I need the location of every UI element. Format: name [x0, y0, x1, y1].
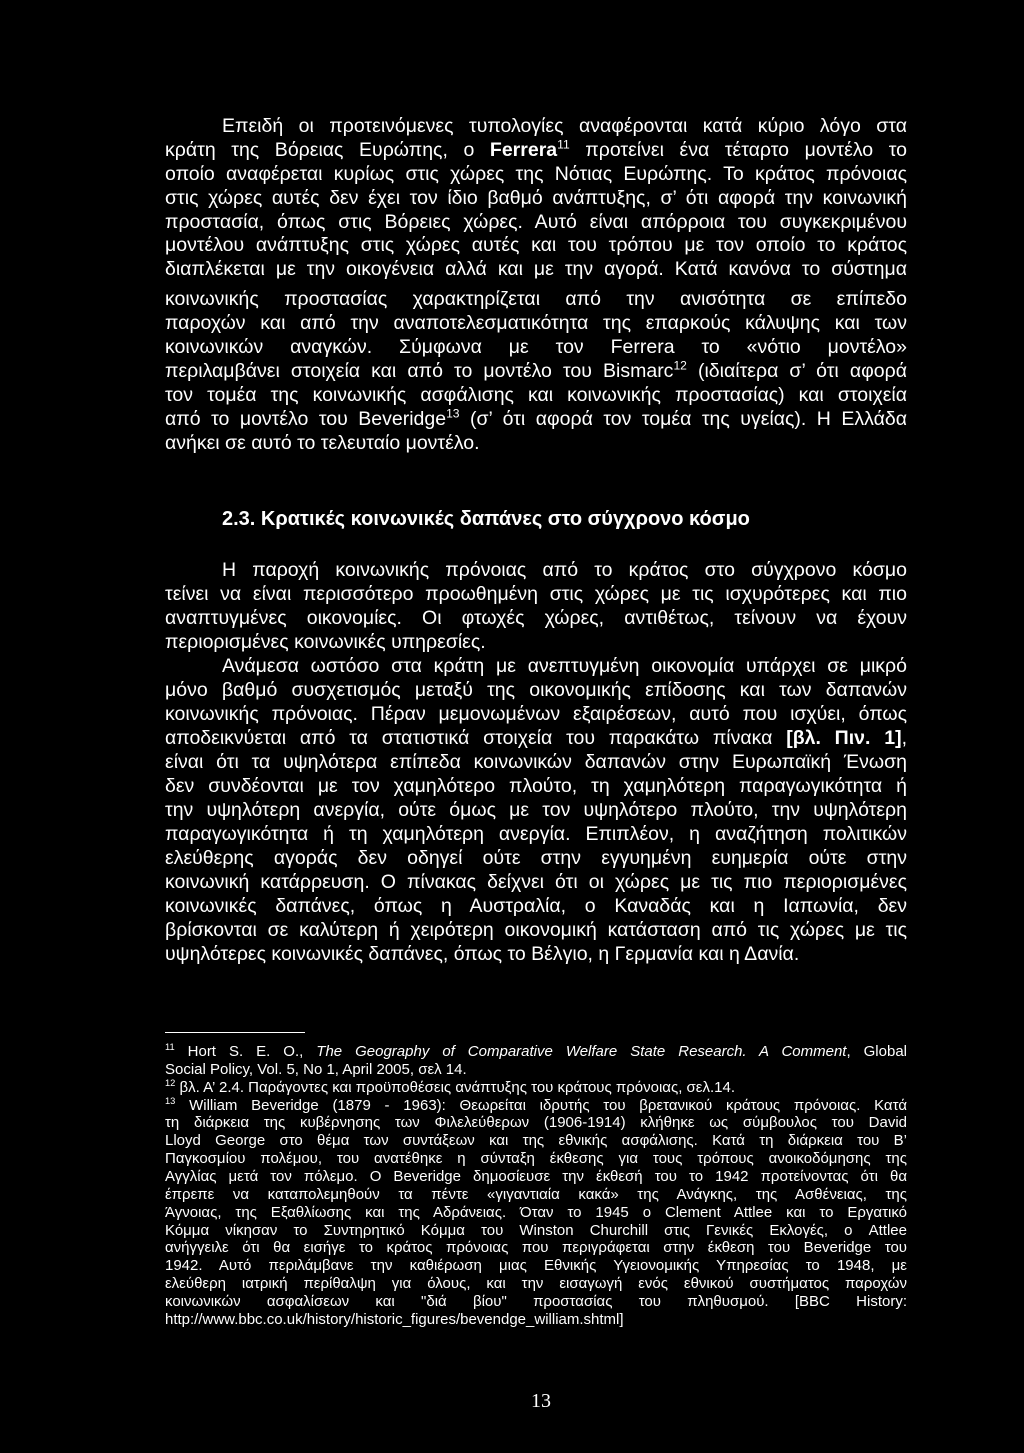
text-line — [165, 1097, 907, 1115]
text-line — [165, 187, 907, 211]
text-line — [165, 258, 907, 282]
text-span: προτείνει ένα τέταρτο μοντέλο το — [569, 138, 908, 161]
text-line — [165, 798, 907, 822]
text-line — [165, 654, 907, 678]
text-span: Αγγλίας μετά τον πόλεμο. Ο Beveridge δημοσίευσε την έκθεσή του το 1942 προτείνοντας ότι θα — [165, 1168, 907, 1186]
footnote-separator — [165, 1032, 305, 1033]
text-line — [165, 288, 907, 312]
text-line — [165, 1275, 907, 1293]
text-line — [165, 822, 907, 846]
text-line — [165, 558, 907, 582]
paragraph-2 — [165, 558, 907, 654]
footnotes — [165, 1043, 907, 1329]
text-span: αναπτυγμένες οικονομίες. Οι φτωχές χώρες, αντιθέτως, τείνουν να έχουν — [165, 607, 907, 629]
footnote-marker: 12 — [165, 1077, 176, 1088]
text-span: κοινωνική κατάρρευση. Ο πίνακας δείχνει ότι οι χώρες με τις πιο περιορισμένες — [165, 871, 907, 893]
text-line — [165, 432, 907, 456]
text-span: ελεύθερη ιατρική περίθαλψη για όλους, και την εισαγωγή ενός εθνικού συστήματος παροχών — [165, 1275, 907, 1293]
text-line — [165, 1132, 907, 1150]
footnote-marker: 13 — [165, 1095, 176, 1106]
text-line — [165, 312, 907, 336]
text-line — [165, 678, 907, 702]
text-span: Επειδή οι προτεινόμενες τυπολογίες αναφέρονται κατά κύριο λόγο στα — [222, 115, 907, 137]
paragraph-1 — [165, 115, 907, 455]
text-span: προστασία, όπως στις Βόρειες χώρες. Αυτό είναι απόρροια του συγκεκριμένου — [165, 210, 907, 233]
text-span: δεν συνδέονται με τον χαμηλότερο πλούτο, τη χαμηλότερη παραγωγικότητα ή — [165, 775, 907, 797]
text-span: Social Policy, Vol. 5, No 1, April 2005, σελ 14. — [165, 1060, 467, 1078]
text-span: βρίσκονται σε καλύτερη ή χειρότερη οικονομική κατάσταση από τις χώρες με τις — [165, 919, 907, 941]
text-span: (ιδιαίτερα σ’ ότι αφορά — [686, 359, 907, 382]
text-span: William Beveridge (1879 - 1963): Θεωρείται ιδρυτής του βρετανικού κράτους πρόνοιας. Κατά — [175, 1096, 907, 1114]
text-line — [165, 726, 907, 750]
text-span: την υψηλότερη ανεργία, ούτε όμως με τον υψηλότερο πλούτο, την υψηλότερη — [165, 799, 907, 821]
text-span: Παγκοσμίου πολέμου, του ανατέθηκε η σύνταξη έκθεσης για τους τρόπους ανοικοδόμησης της — [165, 1150, 907, 1168]
text-line — [165, 1293, 907, 1311]
text-line — [165, 1222, 907, 1240]
text-span: κοινωνικές δαπάνες, όπως η Αυστραλία, ο Καναδάς και η Ιαπωνία, δεν — [165, 895, 907, 917]
text-span: Ανάμεσα ωστόσο στα κράτη με ανεπτυγμένη οικονομία υπάρχει σε μικρό — [222, 655, 907, 677]
text-span: βλ. Α’ 2.4. Παράγοντες και προϋποθέσεις ανάπτυξης του κράτους πρόνοιας, σελ.14. — [175, 1078, 735, 1096]
text-line — [165, 1043, 907, 1061]
text-span: κράτη της Βόρειας Ευρώπης, ο — [165, 138, 490, 161]
text-line — [165, 1061, 907, 1079]
text-span: Lloyd George στο θέμα των συντάξεων και της εθνικής ασφάλισης. Κατά τη διάρκεια του Β’ — [165, 1132, 907, 1150]
text-line — [165, 606, 907, 630]
text-line — [165, 774, 907, 798]
text-line — [165, 163, 907, 187]
text-span: είναι ότι τα υψηλότερα επίπεδα κοινωνικών δαπανών στην Ευρωπαϊκή Ένωση — [165, 751, 907, 773]
bold-text: [βλ. Πιν. 1] — [786, 727, 902, 749]
section-heading: 2.3. Κρατικές κοινωνικές δαπάνες στο σύγχρονο κόσμο — [222, 508, 750, 530]
text-line — [165, 1239, 907, 1257]
footnote-13 — [165, 1097, 907, 1329]
text-line — [165, 1168, 907, 1186]
text-span: τείνει να είναι περισσότερο προωθημένη στις χώρες με τις ισχυρότερες και πιο — [165, 583, 907, 605]
footnote-marker: 12 — [673, 358, 687, 373]
text-span: http://www.bbc.co.uk/history/historic_figures/bevendge_william.shtml] — [165, 1310, 624, 1328]
text-line — [165, 384, 907, 408]
page-number: 13 — [531, 1390, 551, 1412]
text-line — [165, 894, 907, 918]
text-span: 1942. Αυτό περιλάμβανε την καθιέρωση μιας Εθνικής Υγειονομικής Υπηρεσίας το 1948, με — [165, 1257, 907, 1275]
text-span: οποίο αναφέρεται κυρίως στις χώρες της Νότιας Ευρώπης. Το κράτος πρόνοιας — [165, 162, 907, 185]
footnote-marker: 13 — [446, 406, 460, 421]
text-line — [165, 630, 907, 654]
footnote-12 — [165, 1079, 907, 1097]
text-span: Η παροχή κοινωνικής πρόνοιας από το κράτος στο σύγχρονο κόσμο — [222, 559, 907, 581]
text-span: , Global — [846, 1043, 907, 1060]
footnote-11 — [165, 1043, 907, 1079]
text-line — [165, 1186, 907, 1204]
text-line — [165, 211, 907, 235]
text-line — [165, 139, 907, 163]
text-span: παραγωγικότητα ή τη χαμηλότερη ανεργία. Επιπλέον, η αναζήτηση πολιτικών — [165, 823, 907, 845]
text-line — [165, 1114, 907, 1132]
text-line — [165, 1257, 907, 1275]
bold-text: Ferrera — [489, 138, 558, 161]
text-line — [165, 1311, 907, 1329]
text-span: ελεύθερης αγοράς δεν οδηγεί ούτε στην εγγυημένη ευημερία ούτε στην — [165, 847, 907, 869]
text-line — [165, 336, 907, 360]
text-line — [165, 750, 907, 774]
text-line — [165, 870, 907, 894]
text-span: Κόμμα νίκησαν το Συντηρητικό Κόμμα του Winston Churchill στις Γενικές Εκλογές, ο Attlee — [165, 1221, 907, 1239]
text-span: μόνο βαθμό συσχετισμός μεταξύ της οικονομικής επίδοσης και των δαπανών — [165, 679, 907, 701]
text-span: Hort S. E. O., — [174, 1043, 317, 1060]
text-span: περιορισμένες κοινωνικές υπηρεσίες. — [165, 631, 486, 653]
text-span: ανήκει σε αυτό το τελευταίο μοντέλο. — [165, 431, 480, 454]
text-span: Άγνοιας, της Εξαθλίωσης και της Αδράνειας. Όταν το 1945 ο Clement Attlee και το Εργατικό — [165, 1203, 907, 1221]
text-span: στις χώρες αυτές δεν έχει τον ίδιο βαθμό ανάπτυξης, σ’ ότι αφορά την κοινωνική — [165, 186, 907, 209]
text-span: τη διάρκεια της κυβέρνησης των Φιλελεύθερων (1906-1914) κλήθηκε ως σύμβουλος του David — [165, 1114, 907, 1132]
text-span: μοντέλου ανάπτυξης στις χώρες αυτές και του τρόπου με τον οποίο το κράτος — [165, 234, 907, 257]
text-span: , — [901, 727, 907, 749]
footnote-marker: 11 — [557, 137, 570, 152]
text-line — [165, 408, 907, 432]
text-line — [165, 582, 907, 606]
section-body — [165, 558, 907, 966]
text-span: κοινωνικών αναγκών. Σύμφωνα με τον Ferrera το «νότιο μοντέλο» — [165, 336, 907, 359]
text-line — [165, 846, 907, 870]
text-span: έπρεπε να καταπολεμηθούν τα πέντε «γιγαντιαία κακά» της Ανάγκης, της Ασθένειας, της — [165, 1185, 907, 1203]
text-span: κοινωνικών ασφαλίσεων και "διά βίου" προστασίας του πληθυσμού. [BBC History: — [165, 1293, 907, 1311]
text-span: περιλαμβάνει στοιχεία και από το μοντέλο του Bismarc — [165, 359, 674, 382]
text-span: κοινωνικής προστασίας χαρακτηρίζεται από την ανισότητα σε επίπεδο — [165, 288, 907, 311]
text-span: τον τομέα της κοινωνικής ασφάλισης και κοινωνικής προστασίας) και στοιχεία — [165, 383, 907, 406]
text-span: παροχών και από την αναποτελεσματικότητα της επαρκούς κάλυψης και των — [165, 312, 907, 335]
text-line — [165, 115, 907, 139]
text-line — [165, 702, 907, 726]
text-line — [165, 918, 907, 942]
italic-text: The Geography of Comparative Welfare State Research. A Comment — [316, 1043, 847, 1060]
text-line — [165, 942, 907, 966]
text-span: αποδεικνύεται από τα στατιστικά στοιχεία του παρακάτω πίνακα — [165, 727, 787, 749]
text-line — [165, 1150, 907, 1168]
text-span: από το μοντέλο του Beveridge — [165, 407, 447, 430]
text-line — [165, 360, 907, 384]
text-span: κοινωνικής πρόνοιας. Πέραν μεμονωμένων εξαιρέσεων, αυτό που ισχύει, όπως — [165, 703, 907, 725]
text-span: ανήγγειλε ότι θα εισήγε το κράτος πρόνοιας που περιγράφεται στην έκθεση του Beveridge του — [165, 1239, 907, 1257]
paragraph-3 — [165, 654, 907, 966]
text-line — [165, 1079, 907, 1097]
text-span: διαπλέκεται με την οικογένεια αλλά και με την αγορά. Κατά κανόνα το σύστημα — [165, 258, 907, 281]
text-line — [165, 234, 907, 258]
text-span: (σ’ ότι αφορά τον τομέα της υγείας). Η Ελλάδα — [459, 407, 907, 430]
footnote-marker: 11 — [165, 1042, 175, 1052]
text-line — [165, 1204, 907, 1222]
text-span: υψηλότερες κοινωνικές δαπάνες, όπως το Βέλγιο, η Γερμανία και η Δανία. — [165, 943, 800, 965]
